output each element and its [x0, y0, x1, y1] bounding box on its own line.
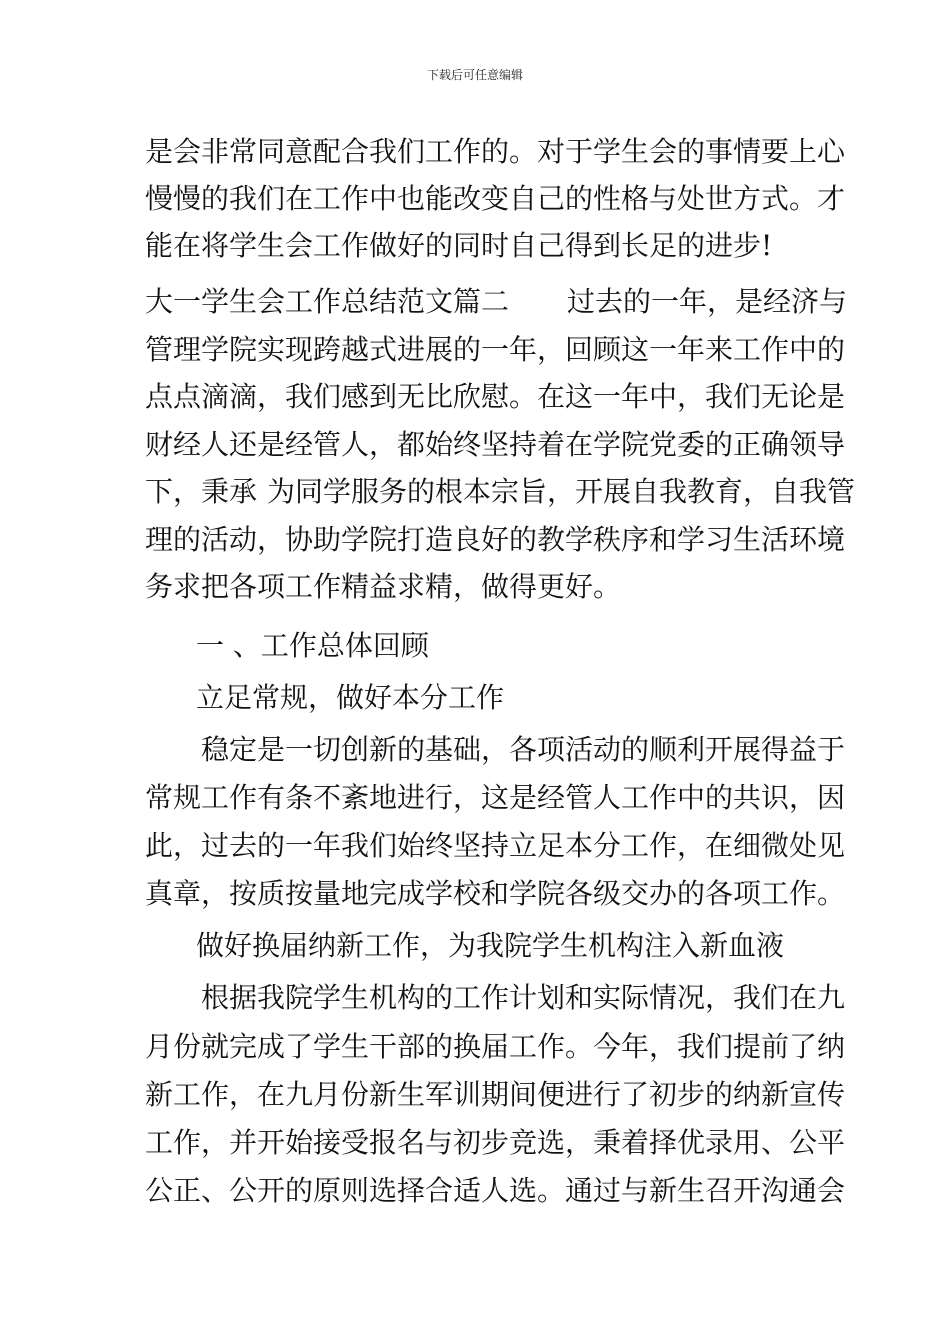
paragraph-start: 稳定是一切创新的基础，各项活动的顺利开展得益于 [201, 733, 846, 766]
body-line: 月份就完成了学生干部的换届工作。今年，我们提前了纳 [145, 1030, 846, 1063]
body-line: 真章，按质按量地完成学校和学院各级交办的各项工作。 [145, 877, 846, 910]
body-line [145, 285, 848, 319]
body-line: 工作，并开始接受报名与初步竞选，秉着择优录用、公平 [145, 1126, 846, 1159]
body-line: 此，过去的一年我们始终坚持立足本分工作，在细微处见 [145, 829, 846, 862]
body-line: 理的活动，协助学院打造良好的教学秩序和学习生活环境 [145, 523, 846, 556]
paragraph-start: 根据我院学生机构的工作计划和实际情况，我们在九 [201, 981, 846, 1014]
page-header: 下载后可任意编辑 [426, 68, 523, 82]
body-line: 务求把各项工作精益求精，做得更好。 [145, 570, 622, 603]
body-line [145, 475, 856, 509]
subsection-heading: 立足常规，做好本分工作 [196, 681, 505, 714]
body-line: 常规工作有条不紊地进行，这是经管人工作中的共识，因 [145, 781, 846, 814]
body-line: 公正、公开的原则选择合适人选。通过与新生召开沟通会 [145, 1174, 846, 1207]
body-text: 过去的一年，是经济与 [567, 285, 848, 318]
body-line: 新工作，在九月份新生军训期间便进行了初步的纳新宣传 [145, 1078, 846, 1111]
body-text: 下，秉承 [145, 475, 258, 508]
body-line: 能在将学生会工作做好的同时自己得到长足的进步! [145, 229, 773, 262]
body-line: 点点滴滴，我们感到无比欣慰。在这一年中，我们无论是 [145, 380, 846, 413]
subsection-heading: 做好换届纳新工作，为我院学生机构注入新血液 [196, 929, 785, 962]
section-heading: 一 、工作总体回顾 [196, 629, 429, 662]
body-line: 管理学院实现跨越式进展的一年，回顾这一年来工作中的 [145, 333, 846, 366]
body-text: 为同学服务的根本宗旨，开展自我教育，自我管 [267, 475, 856, 508]
body-line: 是会非常同意配合我们工作的。对于学生会的事情要上心 [145, 135, 846, 168]
section-title: 大一学生会工作总结范文篇二 [145, 285, 510, 318]
body-line: 财经人还是经管人，都始终坚持着在学院党委的正确领导 [145, 428, 846, 461]
body-line: 慢慢的我们在工作中也能改变自己的性格与处世方式。才 [145, 182, 846, 215]
